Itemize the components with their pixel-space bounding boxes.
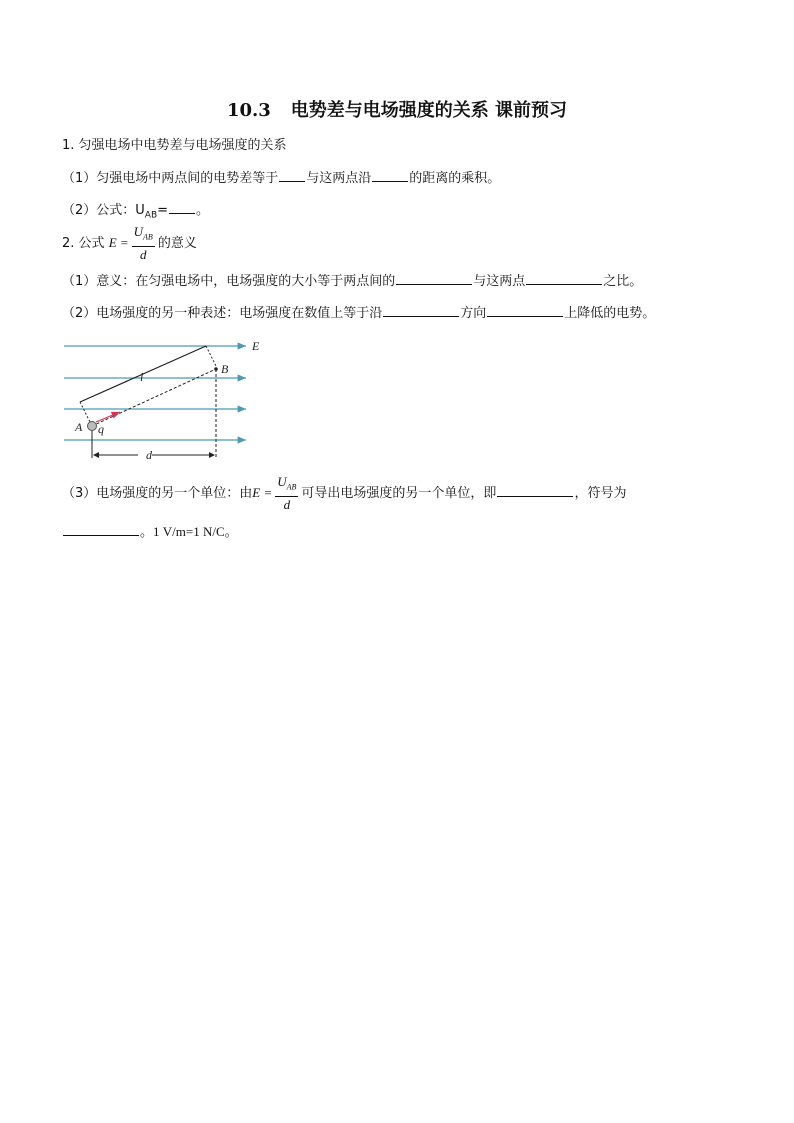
section-2-item-3-cont: 。1 V/m=1 N/C。	[62, 521, 238, 543]
answer-blank[interactable]	[526, 270, 602, 285]
title-text: 电势差与电场强度的关系 课前预习	[290, 100, 568, 121]
label-d: d	[146, 448, 152, 462]
formula-fraction: $\frac{U_{AB}}{d}$	[277, 474, 297, 512]
answer-blank[interactable]	[169, 199, 195, 214]
charge-arrow	[96, 412, 120, 422]
label-E: E	[252, 339, 260, 353]
answer-blank[interactable]	[497, 482, 573, 497]
section-2-item-1: （1）意义：在匀强电场中，电场强度的大小等于两点间的 与这两点 之比。	[62, 270, 642, 292]
answer-blank[interactable]	[383, 302, 459, 317]
section-2-item-2: （2）电场强度的另一种表述：电场强度在数值上等于沿 方向 上降低的电势。	[62, 302, 655, 324]
section-2-heading: 2. 公式 E = $\frac{U_{AB}}{d}$ 的意义	[62, 224, 197, 262]
page-title	[0, 96, 794, 122]
section-1-item-2: （2）公式：$U_{AB}=$ 。	[62, 199, 209, 226]
answer-blank[interactable]	[279, 167, 305, 182]
section-2-item-3: （3）电场强度的另一个单位：由E = $\frac{U_{AB}}{d}$ 可导出电场强度的另一个单位，即 ，符号为	[62, 474, 627, 512]
label-l: l	[140, 370, 144, 384]
answer-blank[interactable]	[396, 270, 472, 285]
label-B: B	[221, 362, 229, 376]
section-1-item-1: （1）匀强电场中两点间的电势差等于 与这两点沿 的距离的乘积。	[62, 167, 500, 189]
label-q: q	[98, 422, 104, 436]
label-A: A	[75, 420, 83, 434]
section-1-heading: 1. 匀强电场中电势差与电场强度的关系	[62, 138, 287, 153]
answer-blank[interactable]	[63, 521, 139, 536]
answer-blank[interactable]	[372, 167, 408, 182]
formula-fraction: $\frac{U_{AB}}{d}$	[133, 224, 153, 262]
field-diagram	[60, 336, 280, 466]
answer-blank[interactable]	[487, 302, 563, 317]
formula-lhs: E =	[108, 234, 129, 250]
charge-q	[88, 422, 97, 431]
title-number: 10.3	[226, 100, 271, 121]
